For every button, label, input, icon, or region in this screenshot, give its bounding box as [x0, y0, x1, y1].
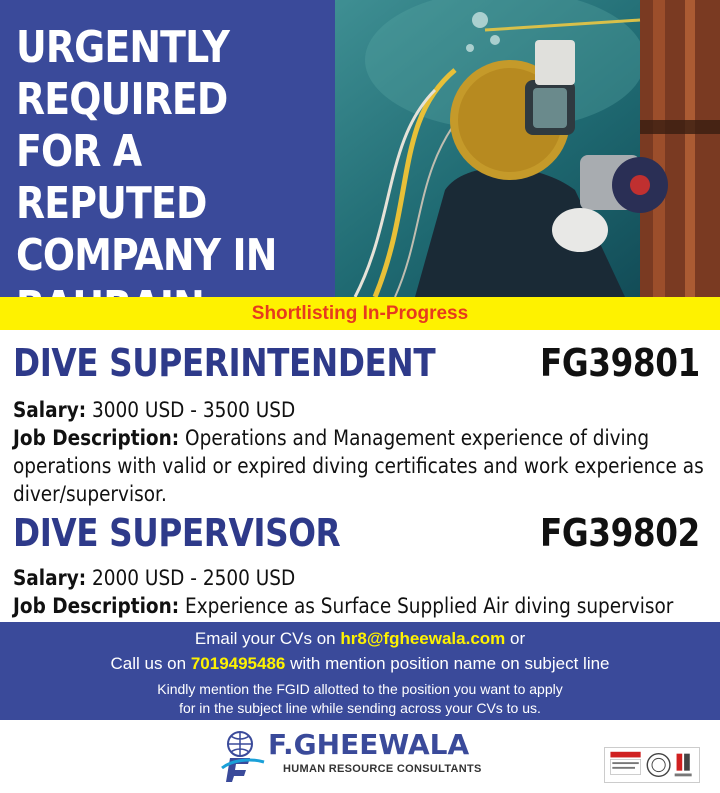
- hero-headline: URGENTLY REQUIRED FOR A REPUTED COMPANY IN: [16, 22, 277, 281]
- fgid-note-line-1: Kindly mention the FGID allotted to the position you want to apply: [157, 681, 563, 697]
- job-desc-text-2: operations with valid or expired diving certificates and work experience as: [13, 454, 704, 478]
- job-desc-text-1: Operations and Management experience of diving: [185, 426, 650, 450]
- email-link[interactable]: hr8@fgheewala.com: [340, 629, 506, 648]
- contact-section: [0, 622, 720, 720]
- job-code-supervisor: FG39802: [540, 511, 700, 555]
- job-desc-text-1: Experience as Surface Supplied Air diving supervisor: [185, 594, 674, 618]
- email-line: [0, 629, 720, 649]
- phone-link[interactable]: 7019495486: [190, 654, 286, 673]
- salary-label: Salary:: [13, 566, 87, 590]
- job-title-supervisor: DIVE SUPERVISOR: [13, 511, 341, 555]
- shortlisting-banner: [0, 297, 720, 330]
- job-desc-superintendent: [13, 424, 713, 508]
- job-desc-label: Job Description:: [13, 426, 180, 450]
- banner-text: Shortlisting In-Progress: [251, 303, 469, 324]
- phone-suffix: with mention position name on subject line: [290, 654, 610, 673]
- job-code-superintendent: FG39801: [540, 341, 700, 385]
- hero-section: [0, 0, 720, 297]
- salary-line-superintendent: [13, 396, 713, 424]
- salary-value: 3000 USD - 3500 USD: [92, 398, 296, 422]
- job-desc-text-3: diver/supervisor.: [13, 482, 167, 506]
- diver-photo: [335, 0, 720, 297]
- job-desc-label: Job Description:: [13, 594, 180, 618]
- brand-tagline: HUMAN RESOURCE CONSULTANTS: [283, 763, 482, 775]
- email-suffix: or: [510, 629, 526, 648]
- salary-label: Salary:: [13, 398, 87, 422]
- fgid-note: [0, 680, 720, 718]
- salary-value: 2000 USD - 2500 USD: [92, 566, 296, 590]
- certification-badge-icon: [604, 747, 700, 783]
- fgid-note-line-2: for in the subject line while sending across your CVs to us.: [179, 700, 541, 716]
- job-title-superintendent: DIVE SUPERINTENDENT: [13, 341, 436, 385]
- brand-name: F.GHEEWALA: [268, 728, 470, 761]
- fgheewala-logo-icon: [220, 728, 266, 784]
- phone-prefix: Call us on: [110, 654, 187, 673]
- email-prefix: Email your CVs on: [194, 629, 336, 648]
- job-desc-supervisor: [13, 592, 713, 620]
- phone-line: [0, 654, 720, 674]
- salary-line-supervisor: [13, 564, 713, 592]
